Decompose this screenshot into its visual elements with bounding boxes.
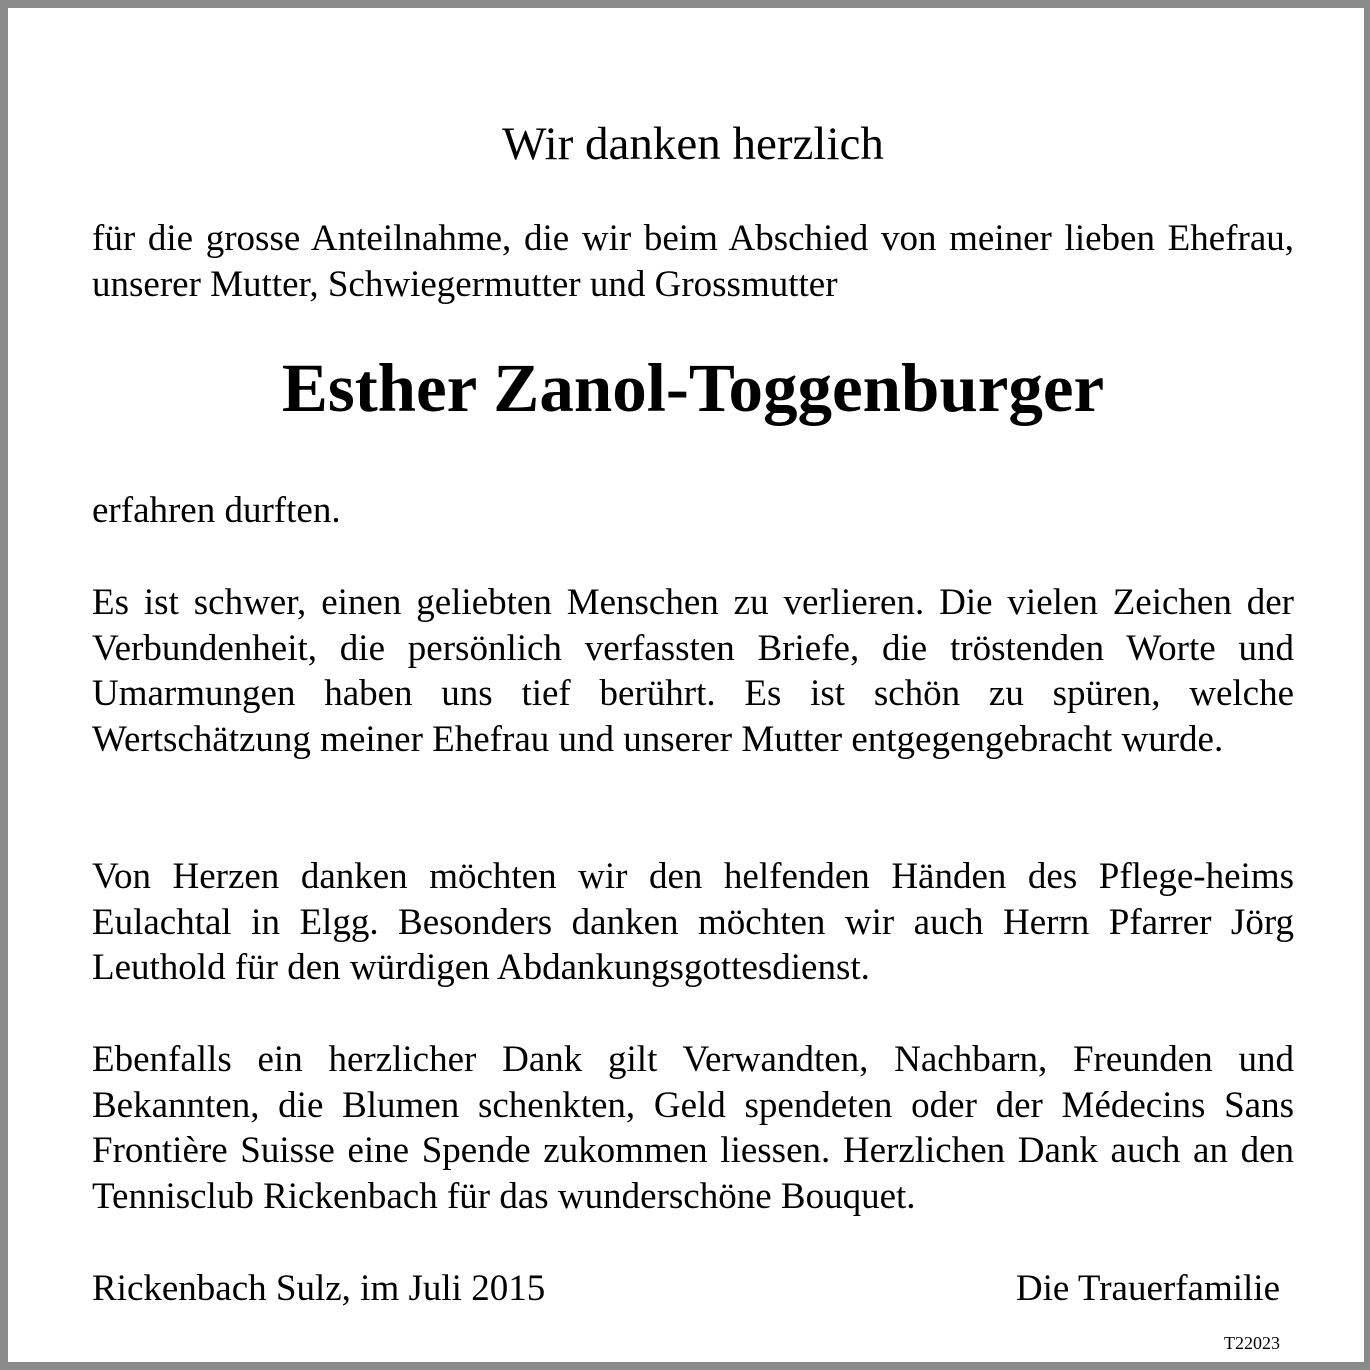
body-paragraph-1: Es ist schwer, einen geliebten Menschen zu verlieren. Die vielen Zeichen der Verbundenheit, die persönlich verfassten Briefe, die tröstenden Worte und Umarmungen haben uns tief berührt. Es ist schön zu spüren, welche Wertschätzung meiner Ehefrau und unserer Mutter entgegengebracht wurde.: [92, 582, 1294, 760]
body-paragraph-3: Ebenfalls ein herzlicher Dank gilt Verwandten, Nachbarn, Freunden und Bekannten, die Blumen schenkten, Geld spendeten oder der Médecins Sans Frontière Suisse eine Spende zukommen liessen. Herzlichen Dank auch an den Tennisclub Rickenbach für das wunderschöne Bouquet.: [92, 1039, 1294, 1217]
after-name-text: erfahren durften.: [92, 490, 341, 531]
signature: Die Trauerfamilie: [1015, 1268, 1280, 1309]
reference-code: T22023: [1224, 1333, 1280, 1353]
place-date: Rickenbach Sulz, im Juli 2015: [92, 1268, 546, 1309]
body-paragraph-2: Von Herzen danken möchten wir den helfenden Händen des Pflege-heims Eulachtal in Elgg. Besonders danken möchten wir auch Herrn Pfarrer Jörg Leuthold für den würdigen Abdankungsgottesdienst.: [92, 856, 1294, 988]
intro-paragraph: für die grosse Anteilnahme, die wir beim Abschied von meiner lieben Ehefrau, unserer Mutter, Schwiegermutter und Grossmutter: [92, 218, 1294, 305]
notice-heading: Wir danken herzlich: [502, 118, 884, 170]
deceased-name: Esther Zanol-Toggenburger: [281, 350, 1105, 426]
